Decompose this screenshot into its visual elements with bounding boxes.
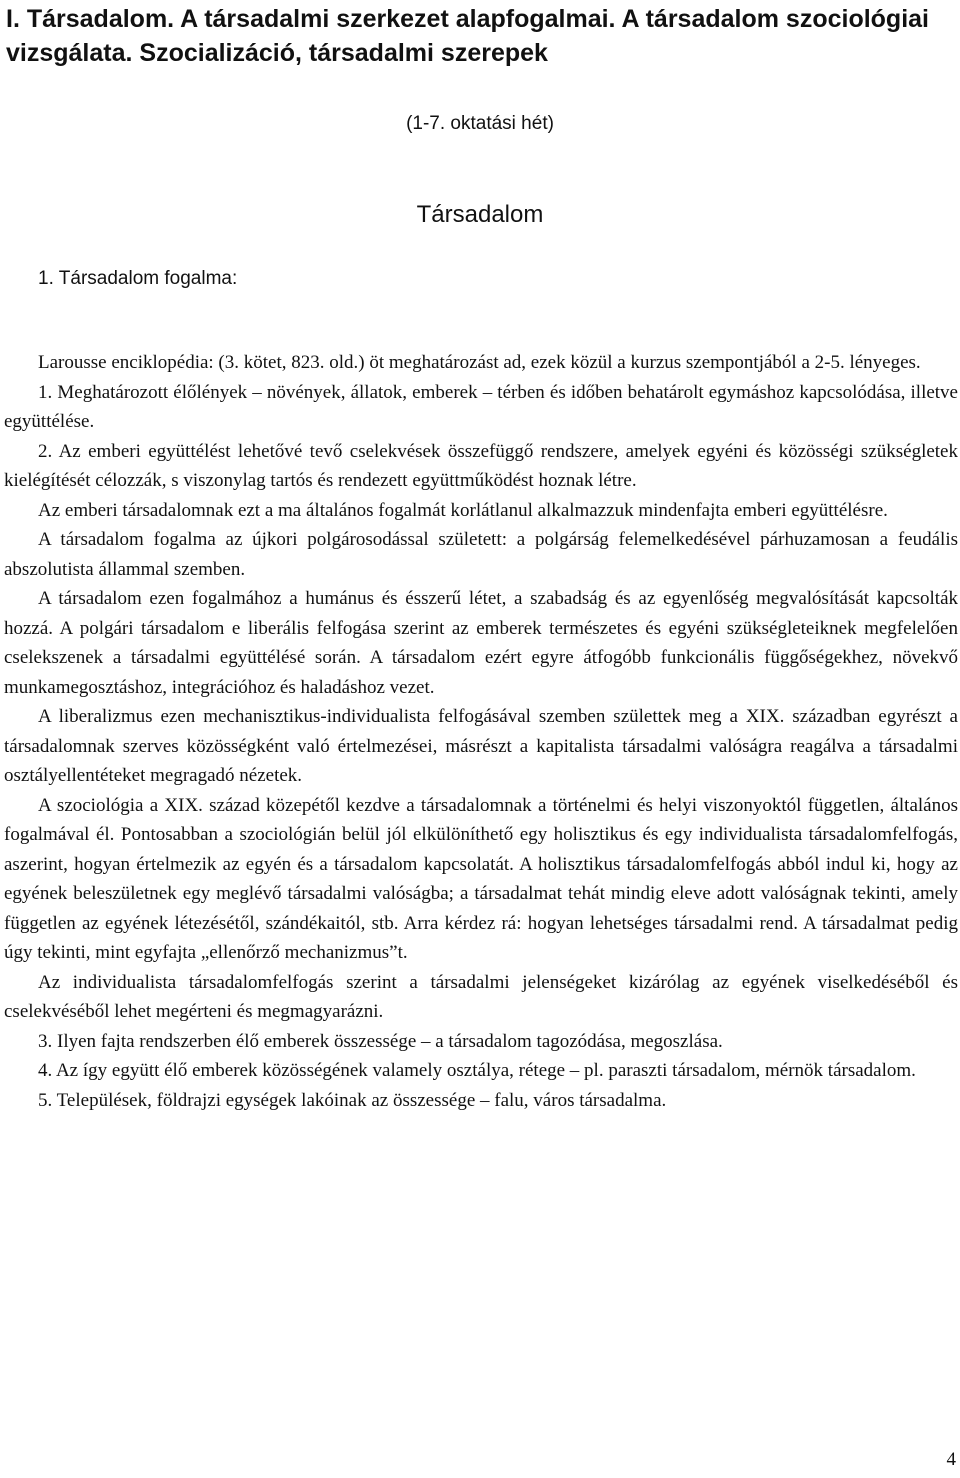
chapter-heading: I. Társadalom. A társadalmi szerkezet alapfogalmai. A társadalom szociológiai vizsgálata. Szocializáció, társadalmi szerepek bbox=[6, 5, 929, 67]
body-text bbox=[4, 348, 958, 1115]
paragraph: 4. Az így együtt élő emberek közösségének valamely osztálya, rétege – pl. paraszti társadalom, mérnök társadalom. bbox=[38, 1060, 916, 1081]
paragraph: Larousse enciklopédia: (3. kötet, 823. old.) öt meghatározást ad, ezek közül a kurzus szempontjából a 2-5. lényeges. bbox=[38, 352, 921, 373]
paragraph: 3. Ilyen fajta rendszerben élő emberek összessége – a társadalom tagozódása, megoszlása. bbox=[38, 1030, 723, 1052]
subsection-title: 1. Társadalom fogalma: bbox=[38, 268, 238, 289]
paragraph: Az emberi társadalomnak ezt a ma általános fogalmát korlátlanul alkalmazzuk mindenfajta emberi együttélésre. bbox=[38, 499, 888, 521]
paragraph: 5. Települések, földrajzi egységek lakóinak az összessége – falu, város társadalma. bbox=[38, 1089, 667, 1111]
paragraph: A szociológia a XIX. század közepétől kezdve a társadalomnak a történelmi és helyi viszonyoktól független, általános fogalmával él. Pontosabban a szociológián belül jól elkülöníthető egy holisztikus és egy individualista társadalomfelfogás, aszerint, hogyan értelmezik az egyén és a társadalom kapcsolatát. A holisztikus társadalomfelfogás abból indul ki, hogy az egyének beleszületnek egy meglévő társadalmi valóságba; a társadalmat tehát mindig eleve adott valóságnak tekinti, amely független az egyének létezésétől, szándékaitól, stb. Arra kérdez rá: hogyan lehetséges társadalmi rend. A társadalmat pedig úgy tekinti, mint egyfajta „ellenőrző mechanizmus”t. bbox=[4, 794, 958, 963]
paragraph: A társadalom ezen fogalmához a humánus és ésszerű létet, a szabadság és az egyenlőség megvalósítását kapcsolták hozzá. A polgári társadalom e liberális felfogása szerint az emberek természetes és egyéni szükségleteiknek megfelelően cselekszenek a társadalmi együttélésé során. A társadalom ezért egyre átfogóbb funkcionális függőségekhez, növekvő munkamegosztáshoz, integrációhoz és haladáshoz vezet. bbox=[4, 588, 958, 698]
teaching-week-subtitle: (1-7. oktatási hét) bbox=[406, 113, 554, 134]
paragraph: 2. Az emberi együttélést lehetővé tevő cselekvések összefüggő rendszere, amelyek egyéni és közösségi szükségletek kielégítését célozzák, s viszonylag tartós és rendezett együttműködést hoznak létre. bbox=[4, 440, 958, 491]
paragraph: A társadalom fogalma az újkori polgárosodással született: a polgárság felemelkedésével párhuzamosan a feudális abszolutista állammal szemben. bbox=[4, 529, 958, 580]
paragraph: 1. Meghatározott élőlények – növények, állatok, emberek – térben és időben behatárolt egymáshoz kapcsolódása, illetve együttélése. bbox=[4, 381, 958, 432]
paragraph: A liberalizmus ezen mechanisztikus-individualista felfogásával szemben születtek meg a XIX. században egyrészt a társadalomnak szerves közösségként való értelmezései, másrészt a kapitalista társadalmi valóságra reagálva a társadalmi osztályellentéteket megragadó nézetek. bbox=[4, 706, 958, 786]
page-number: 4 bbox=[946, 1449, 956, 1470]
section-main-title: Társadalom bbox=[416, 201, 544, 228]
paragraph: Az individualista társadalomfelfogás szerint a társadalmi jelenségeket kizárólag az egyének viselkedéséből és cselekvéséből lehet megérteni és megmagyarázni. bbox=[4, 971, 958, 1022]
